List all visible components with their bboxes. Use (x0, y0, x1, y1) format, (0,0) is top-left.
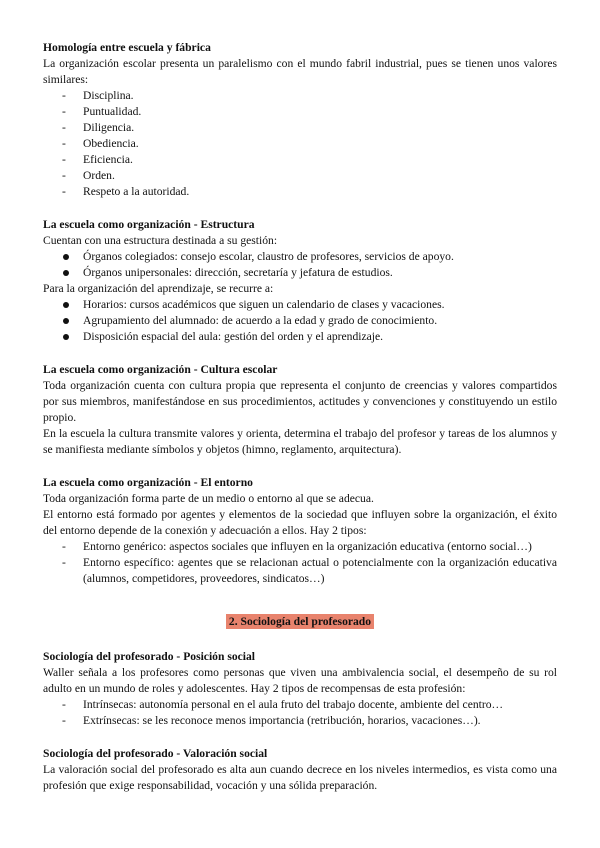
paragraph: Cuentan con una estructura destinada a su gestión: (43, 234, 278, 247)
paragraph: Toda organización cuenta con cultura propia que representa el conjunto de creencias y valores compartidos por sus miembros, manifestándose en sus procedimientos, actitudes y convenciones y constituyendo un estilo propio. (43, 379, 557, 424)
list-item: Órganos unipersonales: dirección, secretaría y jefatura de estudios. (43, 265, 557, 281)
list-item: - Disciplina. (43, 88, 557, 104)
bullet-icon (63, 302, 69, 308)
rewards-list (43, 697, 557, 729)
list-item: Agrupamiento del alumnado: de acuerdo a la edad y grado de conocimiento. (43, 313, 557, 329)
bullet-icon (63, 334, 69, 340)
section-heading-posicion: Sociología del profesorado - Posición social (43, 650, 256, 663)
section-heading-estructura: La escuela como organización - Estructura (43, 218, 255, 231)
list-item: - Eficiencia. (43, 152, 557, 168)
list-item: - Extrínsecas: se les reconoce menos importancia (retribución, horarios, vacaciones…). (43, 713, 557, 729)
list-item: - Diligencia. (43, 120, 557, 136)
environment-types-list (43, 539, 557, 587)
list-item: - Orden. (43, 168, 557, 184)
section-heading-valoracion: Sociología del profesorado - Valoración social (43, 747, 268, 760)
list-item: - Intrínsecas: autonomía personal en el aula fruto del trabajo docente, ambiente del centro… (43, 697, 557, 713)
list-item: Horarios: cursos académicos que siguen un calendario de clases y vacaciones. (43, 297, 557, 313)
paragraph: Toda organización forma parte de un medio o entorno al que se adecua. (43, 492, 374, 505)
paragraph: La organización escolar presenta un paralelismo con el mundo fabril industrial, pues se tienen unos valores similares: (43, 57, 557, 86)
list-item: - Puntualidad. (43, 104, 557, 120)
list-item: - Entorno específico: agentes que se relacionan actual o potencialmente con la organización educativa (alumnos, competidores, proveedores, sindicatos…) (43, 555, 557, 587)
bullet-icon (63, 270, 69, 276)
paragraph: Para la organización del aprendizaje, se recurre a: (43, 282, 274, 295)
bullet-icon (63, 318, 69, 324)
section-heading-cultura: La escuela como organización - Cultura escolar (43, 363, 278, 376)
learning-org-list (43, 297, 557, 345)
organs-list (43, 249, 557, 281)
paragraph: La valoración social del profesorado es alta aun cuando decrece en los niveles intermedios, es vista como una profesión que exige responsabilidad, vocación y una sólida preparación. (43, 763, 557, 792)
list-item: Disposición espacial del aula: gestión del orden y el aprendizaje. (43, 329, 557, 345)
values-list (43, 88, 557, 200)
list-item: - Obediencia. (43, 136, 557, 152)
list-item: - Respeto a la autoridad. (43, 184, 557, 200)
paragraph: En la escuela la cultura transmite valores y orienta, determina el trabajo del profesor y tareas de los alumnos y se manifiesta mediante símbolos y objetos (himno, reglamento, arquitectura). (43, 427, 557, 456)
list-item: Órganos colegiados: consejo escolar, claustro de profesores, servicios de apoyo. (43, 249, 557, 265)
list-item: - Entorno genérico: aspectos sociales que influyen en la organización educativa (entorno social…) (43, 539, 557, 555)
bullet-icon (63, 254, 69, 260)
section-heading-homologia: Homología entre escuela y fábrica (43, 41, 211, 54)
paragraph: Waller señala a los profesores como personas que viven una ambivalencia social, el desempeño de su rol adulto en un mundo de roles y adolescentes. Hay 2 tipos de recompensas de esta profesión: (43, 666, 557, 695)
chapter-title-highlight: 2. Sociología del profesorado (226, 614, 374, 629)
paragraph: El entorno está formado por agentes y elementos de la sociedad que influyen sobre la organización, el éxito del entorno depende de la conexión y adecuación a ellos. Hay 2 tipos: (43, 508, 557, 537)
section-heading-entorno: La escuela como organización - El entorno (43, 476, 253, 489)
chapter-title (43, 614, 557, 630)
document-content (43, 40, 557, 794)
